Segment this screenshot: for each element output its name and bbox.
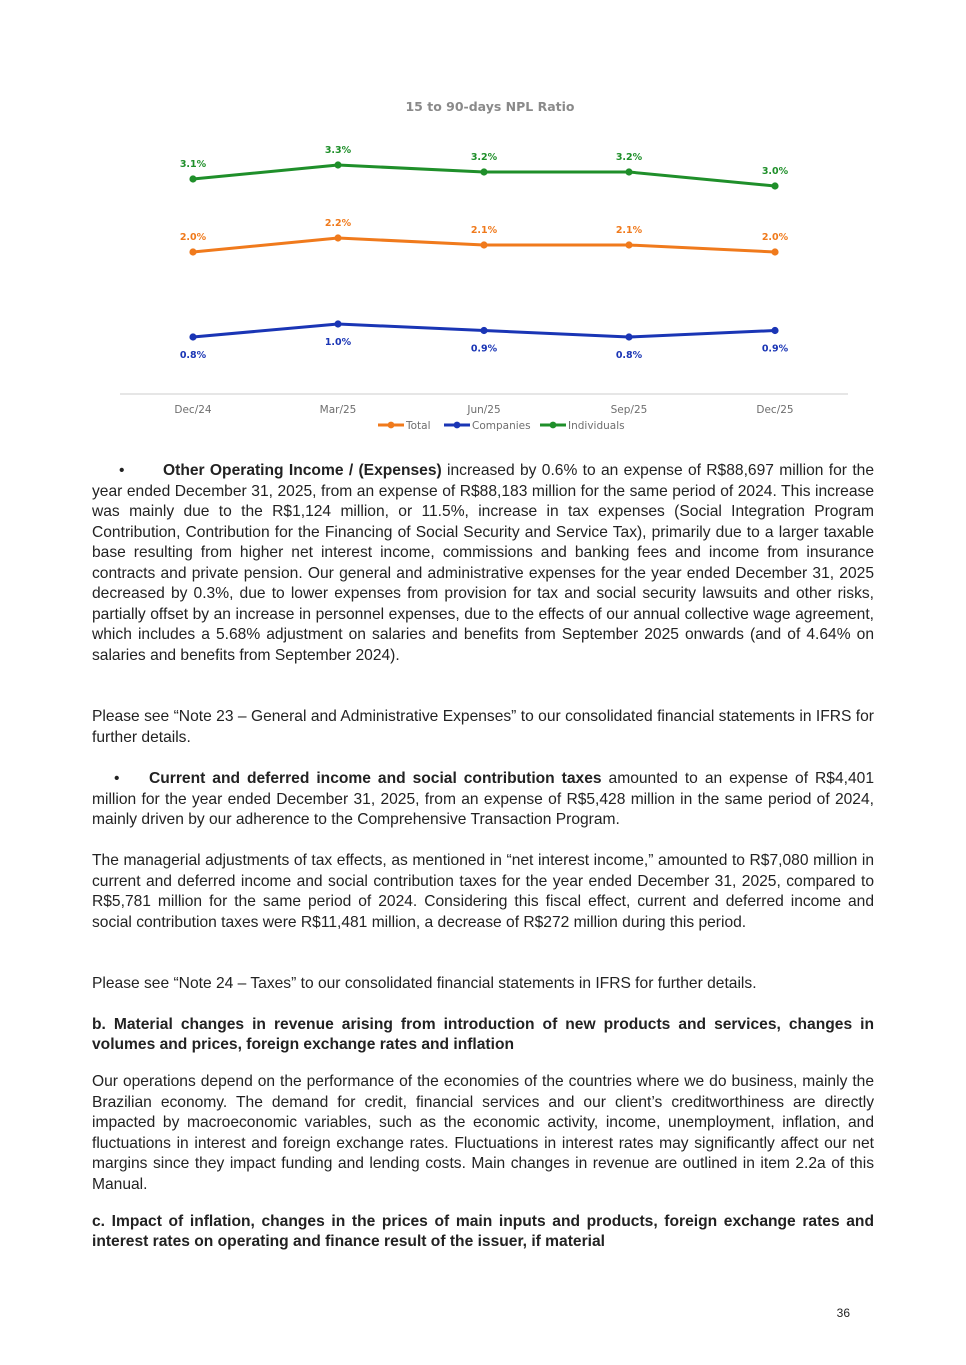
data-point-total <box>771 248 778 255</box>
data-label-companies: 1.0% <box>324 337 352 348</box>
legend-item-companies <box>444 420 531 432</box>
data-point-individuals <box>771 182 778 189</box>
data-label-total: 2.1% <box>470 225 498 236</box>
paragraph-lead: Other Operating Income / (Expenses) <box>163 462 442 479</box>
paragraph-body: increased by 0.6% to an expense of R$88,697 million for the year ended December 31, 2025, from an expense of R$88,183 million for the same period of 2024. This increase was mainly due to the R$1,124 million, or 11.5%, increase in tax expenses (Social Integration Program Contribution, Contribution for the Financing of Social Security and Service Tax), primarily due to a larger taxable base resulting from higher net interest income, commissions and banking fees and income from insurance contracts and private pension. Our general and administrative expenses for the year ended December 31, 2025 decreased by 0.3%, due to lower expenses from provision for tax and social security lawsuits and other risks, partially offset by an increase in personnel expenses, due to the effects of our annual collective wage agreement, which includes a 5.68% adjustment on salaries and benefits from September 2025 onwards (and of 4.64% on salaries and benefits from September 2024). <box>92 462 874 664</box>
data-label-companies: 0.9% <box>761 343 789 355</box>
data-point-total <box>625 241 632 248</box>
legend-item-individuals <box>540 420 625 432</box>
legend-marker <box>388 422 395 429</box>
data-point-individuals <box>480 168 487 175</box>
legend-marker <box>454 422 461 429</box>
data-point-total <box>480 241 487 248</box>
x-tick-label: Dec/25 <box>756 404 794 416</box>
data-point-individuals <box>625 168 632 175</box>
paragraph-operations: Our operations depend on the performance of the economies of the countries where we do business, mainly the Brazilian economy. The demand for credit, financial services and our client’s creditworthiness are directly impacted by macroeconomic variables, such as the economic activity, income, unemployment, inflation, and fluctuations in interest and foreign exchange rates. Fluctuations in interest rates may significantly affect our net margins since they impact funding and lending costs. Main changes in revenue are outlined in item 2.2a of this Manual. <box>92 1073 874 1193</box>
x-tick-label: Sep/25 <box>610 404 648 416</box>
data-point-individuals <box>189 175 196 182</box>
legend-item-total <box>378 420 431 432</box>
paragraph-body: amounted to an expense of R$4,401 million for the year ended December 31, 2025, from an expense of R$5,428 million in the same period of 2024, mainly driven by our adherence to the Comprehensive Transaction Program. <box>92 770 874 828</box>
paragraph-note-24: Please see “Note 24 – Taxes” to our consolidated financial statements in IFRS for further details. <box>92 975 757 992</box>
data-label-companies: 0.8% <box>179 350 207 361</box>
paragraph-note-23: Please see “Note 23 – General and Administrative Expenses” to our consolidated financial statements in IFRS for further details. <box>92 708 874 746</box>
data-point-total <box>334 234 341 241</box>
bullet: • <box>119 462 125 479</box>
data-label-companies: 0.9% <box>470 343 498 355</box>
legend-label: Total <box>406 420 431 432</box>
data-label-total: 2.0% <box>179 232 207 243</box>
heading-b: b. Material changes in revenue arising from introduction of new products and services, changes in volumes and prices, foreign exchange rates and inflation <box>92 1016 874 1053</box>
data-point-companies <box>334 320 341 327</box>
data-point-individuals <box>334 161 341 168</box>
data-label-individuals: 3.0% <box>761 166 789 177</box>
paragraph-income-taxes <box>92 769 874 831</box>
data-label-companies: 0.8% <box>615 350 643 361</box>
data-label-total: 2.2% <box>324 218 352 229</box>
data-point-companies <box>480 327 487 334</box>
bullet: • <box>114 770 120 787</box>
x-tick-label: Dec/24 <box>174 404 212 416</box>
legend-label: Individuals <box>568 420 625 432</box>
legend-label: Companies <box>472 420 531 432</box>
data-point-companies <box>189 333 196 340</box>
paragraph-other-operating-income <box>92 461 874 666</box>
x-tick-label: Mar/25 <box>319 404 357 416</box>
data-label-individuals: 3.2% <box>615 152 643 163</box>
data-point-total <box>189 248 196 255</box>
data-label-total: 2.0% <box>761 232 789 243</box>
data-label-total: 2.1% <box>615 225 643 236</box>
page-number: 36 <box>836 1306 850 1320</box>
legend-marker <box>550 422 557 429</box>
data-point-companies <box>771 327 778 334</box>
data-point-companies <box>625 333 632 340</box>
paragraph-managerial-adjustments: The managerial adjustments of tax effects, as mentioned in “net interest income,” amounted to R$7,080 million in current and deferred income and social contribution taxes for the year ended December 31, 2025, compared to R$5,781 million for the same period of 2024. Considering this fiscal effect, current and deferred income and social contribution taxes were R$11,481 million, a decrease of R$272 million during this period. <box>92 852 874 931</box>
chart-title: 15 to 90-days NPL Ratio <box>405 99 575 114</box>
data-label-individuals: 3.3% <box>324 145 352 156</box>
data-label-individuals: 3.1% <box>179 159 207 170</box>
paragraph-lead: Current and deferred income and social contribution taxes <box>149 770 602 787</box>
x-tick-label: Jun/25 <box>467 404 501 416</box>
npl-ratio-chart <box>110 92 860 437</box>
data-label-individuals: 3.2% <box>470 152 498 163</box>
heading-c: c. Impact of inflation, changes in the prices of main inputs and products, foreign exchange rates and interest rates on operating and finance result of the issuer, if material <box>92 1213 874 1250</box>
